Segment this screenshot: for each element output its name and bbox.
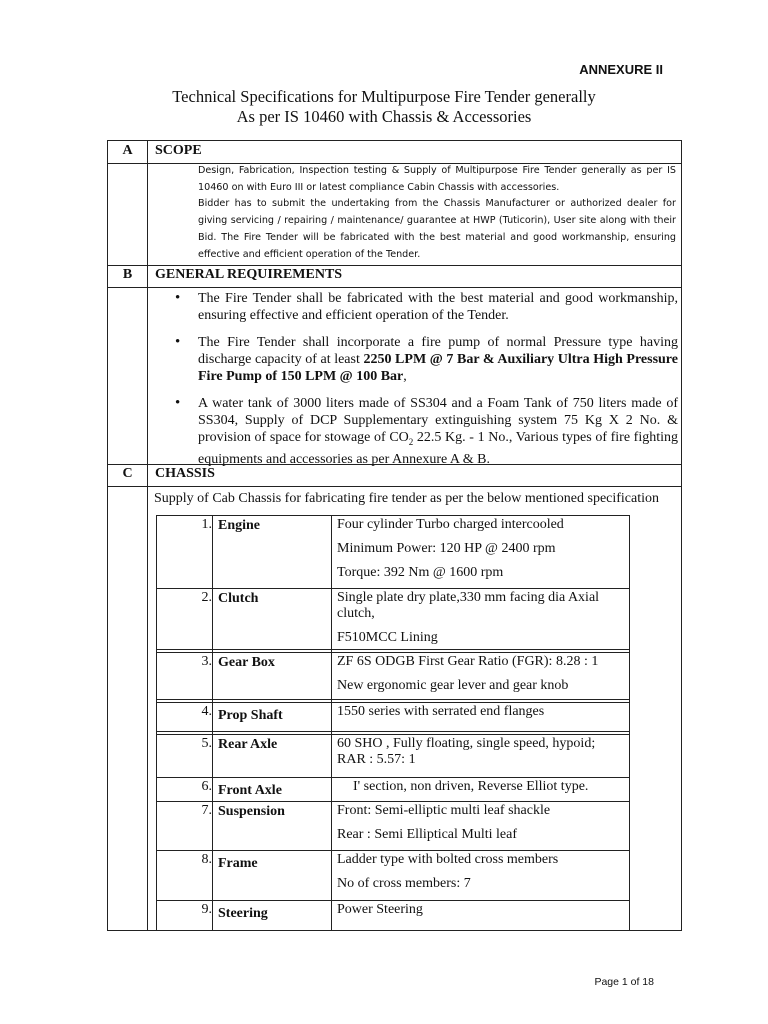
spec-value-line: ZF 6S ODGB First Gear Ratio (FGR): 8.28 : 1 (337, 654, 599, 669)
section-heading-chassis: CHASSIS (155, 466, 215, 481)
spec-row (157, 851, 629, 901)
section-letter-c: C (122, 466, 133, 481)
spec-value-line: Minimum Power: 120 HP @ 2400 rpm (337, 541, 556, 556)
spec-row (157, 653, 629, 703)
spec-number: 3. (201, 654, 212, 669)
section-letter-a: A (122, 143, 133, 158)
spec-value (337, 902, 627, 918)
spec-value (337, 779, 627, 795)
title-line-1: Technical Specifications for Multipurpose Fire Tender generally (172, 87, 596, 106)
spec-row (157, 516, 629, 589)
section-letter-b: B (122, 267, 133, 282)
spec-name: Engine (218, 518, 261, 533)
spec-value (337, 517, 627, 589)
spec-row (157, 589, 629, 653)
spec-row (157, 901, 629, 932)
spec-value (337, 654, 627, 702)
chassis-intro: Supply of Cab Chassis for fabricating fire tender as per the below mentioned specification (154, 491, 660, 506)
spec-name: Frame (218, 856, 258, 871)
scope-text (198, 163, 676, 263)
document-title (0, 87, 768, 127)
spec-row (157, 703, 629, 735)
spec-value-line: Rear : Semi Elliptical Multi leaf (337, 827, 518, 842)
spec-name: Suspension (218, 804, 285, 819)
spec-row (157, 735, 629, 778)
spec-number: 9. (201, 902, 212, 917)
annexure-label: ANNEXURE II (579, 62, 663, 77)
spec-name: Clutch (218, 591, 259, 606)
title-line-2: As per IS 10460 with Chassis & Accessories (236, 107, 532, 126)
spec-value (337, 736, 627, 768)
spec-name: Prop Shaft (218, 708, 283, 723)
spec-value-line: 60 SHO , Fully floating, single speed, hypoid; RAR : 5.57: 1 (337, 736, 596, 767)
spec-value-line: New ergonomic gear lever and gear knob (337, 678, 569, 693)
section-heading-general-requirements: GENERAL REQUIREMENTS (155, 267, 343, 282)
spec-value-line: Four cylinder Turbo charged intercooled (337, 517, 564, 532)
spec-name: Front Axle (218, 783, 282, 798)
spec-name: Steering (218, 906, 268, 921)
spec-value-line: No of cross members: 7 (337, 876, 471, 891)
spec-value (337, 803, 627, 851)
spec-number: 7. (201, 803, 212, 818)
requirement-item: • The Fire Tender shall be fabricated with the best material and good workmanship, ensuring effective and efficient operation of the Tender. (154, 290, 678, 324)
spec-number: 1. (201, 517, 212, 532)
spec-number: 4. (201, 704, 212, 719)
spec-value-line: Ladder type with bolted cross members (337, 852, 559, 867)
scope-paragraph-1: Design, Fabrication, Inspection testing & Supply of Multipurpose Fire Tender generally as per IS 10460 on with Euro III or latest compliance Cabin Chassis with accessories. (198, 165, 676, 193)
spec-value-line: Power Steering (337, 902, 423, 917)
spec-number: 5. (201, 736, 212, 751)
spec-value (337, 590, 627, 654)
section-heading-scope: SCOPE (155, 143, 202, 158)
requirements-list (154, 290, 678, 478)
spec-value-line: Front: Semi-elliptic multi leaf shackle (337, 803, 551, 818)
spec-row (157, 778, 629, 802)
requirement-item: • The Fire Tender shall incorporate a fire pump of normal Pressure type having discharge capacity of at least 2250 LPM @ 7 Bar & Auxiliary Ultra High Pressure Fire Pump of 150 LPM @ 100 Bar, (154, 334, 678, 385)
spec-value (337, 704, 627, 720)
spec-value-line: 1550 series with serrated end flanges (337, 704, 545, 719)
spec-value-line: Single plate dry plate,330 mm facing dia Axial clutch, (337, 590, 600, 621)
spec-value (337, 852, 627, 900)
requirement-item: • A water tank of 3000 liters made of SS304 and a Foam Tank of 750 liters made of SS304, Supply of DCP Supplementary extinguishing system 75 Kg X 2 No. & provision of space for stowage of $CO_2$ 22.5 Kg. - 1 No., Various types of fire fighting equipments and accessories as per Annexure A & B. (154, 395, 678, 468)
spec-number: 6. (201, 779, 212, 794)
spec-value-line: I' section, non driven, Reverse Elliot type. (353, 779, 589, 794)
spec-name: Gear Box (218, 655, 275, 670)
scope-paragraph-2: Bidder has to submit the undertaking from the Chassis Manufacturer or authorized dealer for giving servicing / repairing / maintenance/ guarantee at HWP (Tuticorin), User site along with their Bid. The Fire Tender will be fabricated with the best material and good workmanship, ensuring effective and efficient operation of the Tender. (198, 198, 676, 260)
spec-table (107, 140, 682, 931)
spec-row (157, 802, 629, 851)
chassis-spec-table (156, 515, 630, 931)
spec-value-line: F510MCC Lining (337, 630, 438, 645)
spec-number: 2. (201, 590, 212, 605)
page-number: Page 1 of 18 (594, 976, 654, 988)
spec-value-line: Torque: 392 Nm @ 1600 rpm (337, 565, 504, 580)
spec-name: Rear Axle (218, 737, 278, 752)
spec-number: 8. (201, 852, 212, 867)
letter-column-divider (147, 141, 148, 930)
